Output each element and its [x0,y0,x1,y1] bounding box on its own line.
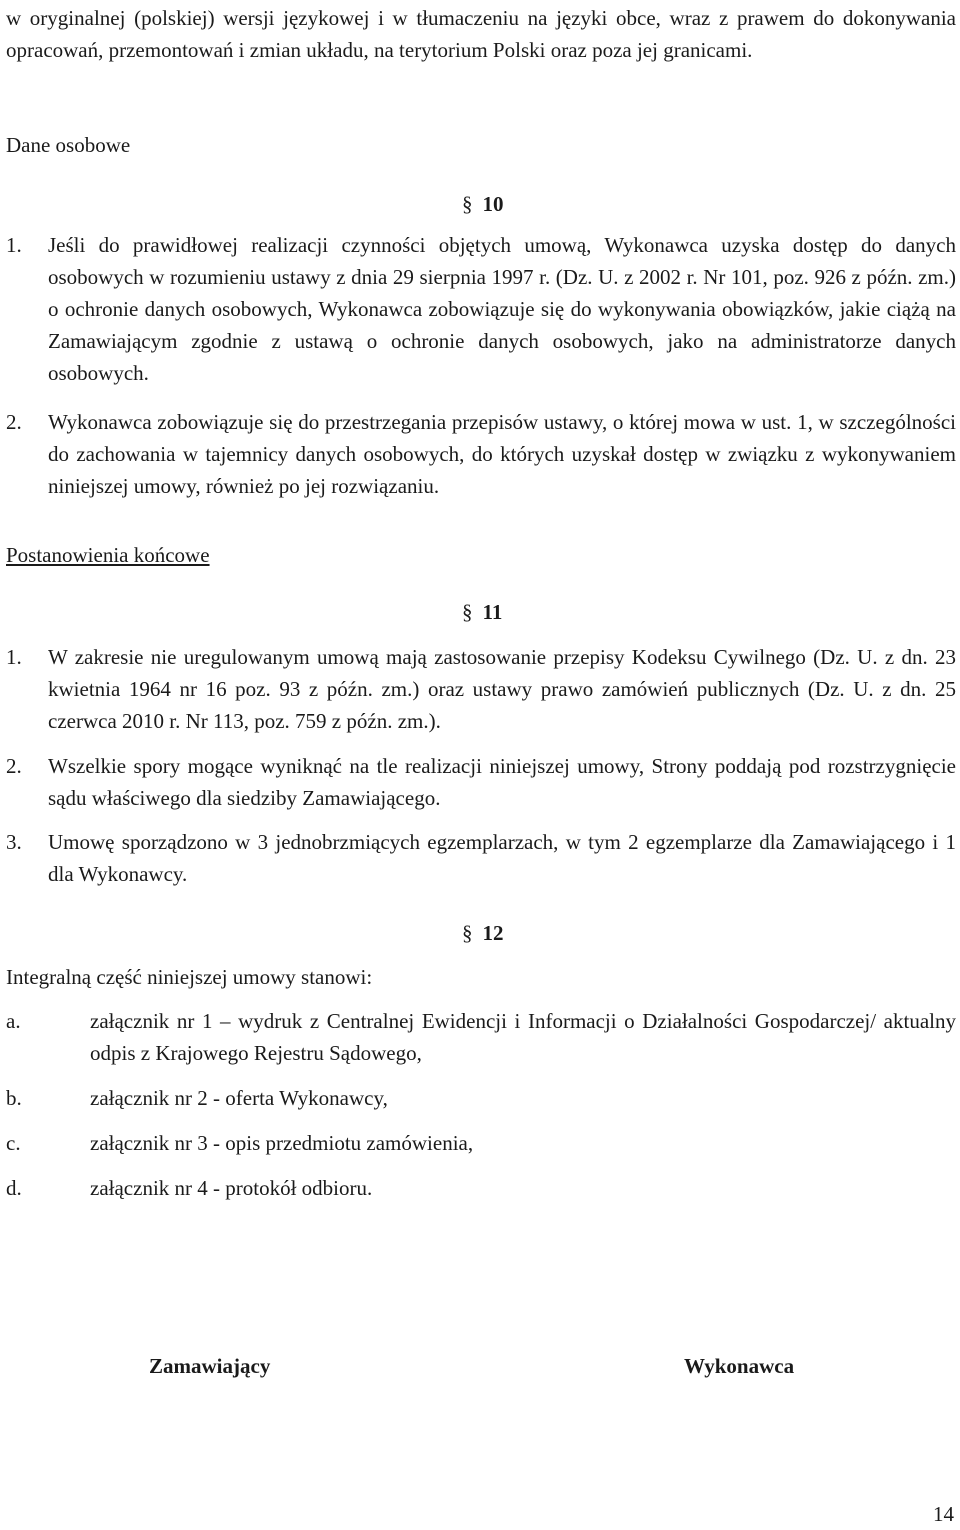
paragraph-symbol: § [462,600,473,624]
list-item [6,641,956,737]
item-text: załącznik nr 4 - protokół odbioru. [90,1176,373,1200]
item-number: 3. [6,830,22,854]
item-letter: d. [6,1176,22,1200]
paragraph-symbol: § [462,192,473,216]
attachment-item [6,1172,956,1204]
item-text: Wszelkie spory mogące wyniknąć na tle realizacji niniejszej umowy, Strony poddają pod rozstrzygnięcie sądu właściwego dla siedziby Zamawiającego. [48,754,956,810]
item-number: 1. [6,645,22,669]
item-text: Wykonawca zobowiązuje się do przestrzegania przepisów ustawy, o której mowa w ust. 1, w szczególności do zachowania w tajemnicy danych osobowych, do których uzyskał dostęp w związku z wykonywaniem niniejszej umowy, również po jej rozwiązaniu. [48,410,956,498]
item-number: 2. [6,410,22,434]
paragraph-heading-10 [462,188,504,220]
paragraph-heading-11 [462,596,502,628]
paragraph-heading-12 [462,917,504,949]
intro-paragraph: w oryginalnej (polskiej) wersji językowej i w tłumaczeniu na języki obce, wraz z prawem do dokonywania opracowań, przemontowań i zmian układu, na terytorium Polski oraz poza jej granicami. [6,6,956,62]
item-letter: a. [6,1009,21,1033]
item-text: załącznik nr 2 - oferta Wykonawcy, [90,1086,388,1110]
signature-label-ordering-party: Zamawiający [149,1354,271,1378]
attachments-lead: Integralną część niniejszej umowy stanowi: [6,965,373,989]
item-number: 2. [6,754,22,778]
paragraph-number: 11 [482,600,503,624]
paragraph-number: 12 [482,921,504,945]
attachment-item [6,1005,956,1069]
attachment-item [6,1127,956,1159]
item-letter: c. [6,1131,21,1155]
section-title-personal-data: Dane osobowe [6,133,131,157]
attachment-item [6,1082,956,1114]
item-text: Umowę sporządzono w 3 jednobrzmiących egzemplarzach, w tym 2 egzemplarze dla Zamawiającego i 1 dla Wykonawcy. [48,830,956,886]
section-title-final-provisions: Postanowienia końcowe [6,543,210,567]
item-text: W zakresie nie uregulowanym umową mają zastosowanie przepisy Kodeksu Cywilnego (Dz. U. z dn. 23 kwietnia 1964 nr 16 poz. 93 z późn. zm.) oraz ustawy prawo zamówień publicznych (Dz. U. z dn. 25 czerwca 2010 r. Nr 113, poz. 759 z późn. zm.). [48,645,956,733]
item-letter: b. [6,1086,22,1110]
list-item [6,406,956,502]
paragraph-symbol: § [462,921,473,945]
list-item [6,750,956,814]
signature-label-contractor: Wykonawca [684,1354,795,1378]
item-number: 1. [6,233,22,257]
list-item [6,229,956,389]
item-text: załącznik nr 3 - opis przedmiotu zamówienia, [90,1131,474,1155]
list-item [6,826,956,890]
page-number: 14 [933,1502,954,1526]
item-text: Jeśli do prawidłowej realizacji czynności objętych umową, Wykonawca uzyska dostęp do danych osobowych w rozumieniu ustawy z dnia 29 sierpnia 1997 r. (Dz. U. z 2002 r. Nr 101, poz. 926 z późn. zm.) o ochronie danych osobowych, Wykonawca zobowiązuje się do wykonywania obowiązków, jakie ciążą na Zamawiającym zgodnie z ustawą o ochronie danych osobowych, jako na administratorze danych osobowych. [48,233,956,385]
paragraph-number: 10 [482,192,504,216]
item-text: załącznik nr 1 – wydruk z Centralnej Ewidencji i Informacji o Działalności Gospodarczej/ aktualny odpis z Krajowego Rejestru Sądowego, [90,1009,956,1065]
